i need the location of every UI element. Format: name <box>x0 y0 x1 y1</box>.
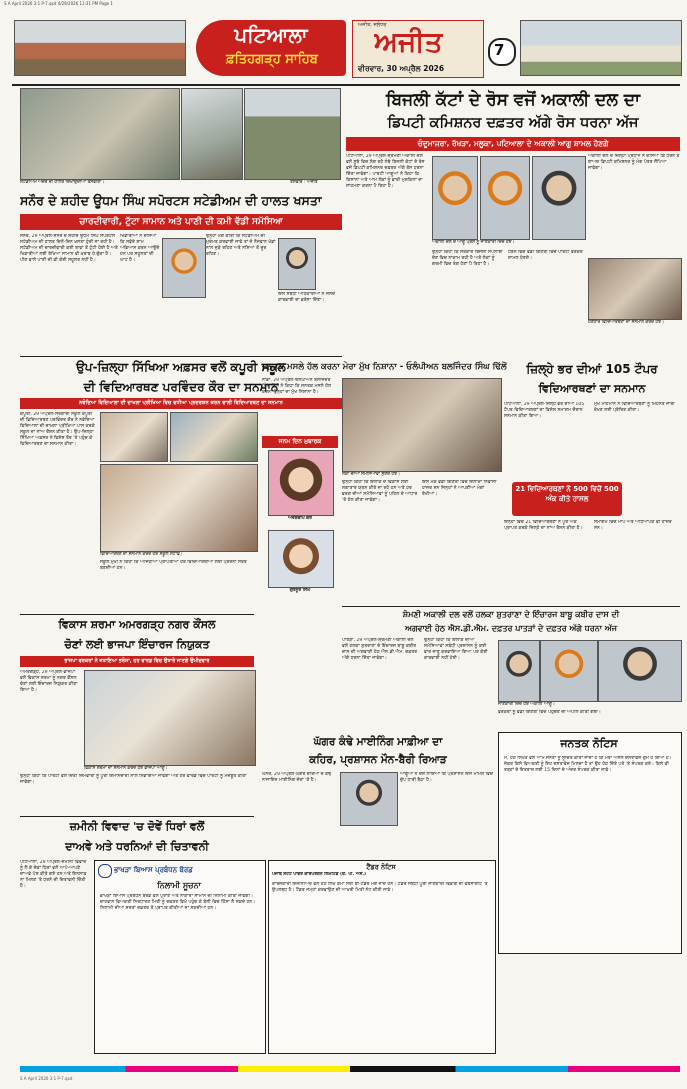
dharna-photo-caption: ਜਾਣਕਾਰੀ ਦਿੰਦੇ ਹੋਏ ਅਕਾਲੀ ਆਗੂ। <box>498 702 555 707</box>
birthday-title: ਜਨਮ ਦਿਨ ਮੁਬਾਰਕ <box>262 436 338 448</box>
birthday-photo-2 <box>268 530 334 588</box>
masthead-left-photo <box>14 20 186 76</box>
lead-portrait-3 <box>532 156 586 240</box>
lead-body-col2: ਉਨ੍ਹਾਂ ਕਿਹਾ ਕਿ ਸਰਕਾਰ ਬਿਜਲੀ ਸਪਲਾਈ ਦੇਣ ਵਿਚ ਨਾਕਾਮ ਰਹੀ ਹੈ ਅਤੇ ਲੋਕਾਂ ਨੂੰ ਗਰਮੀ ਵਿਚ ਤੰਗ ਹੋਣਾ ਪੈ ਰਿਹਾ ਹੈ। <box>432 250 503 267</box>
lead-body-col3: ਧਰਨੇ ਵਿਚ ਵੱਡੀ ਗਿਣਤੀ ਵਿਚ ਪਾਰਟੀ ਵਰਕਰ ਸ਼ਾਮਲ ਹੋਣਗੇ। <box>508 250 583 261</box>
birthday-photo-1 <box>268 450 334 516</box>
edition-date: ਵੀਰਵਾਰ, 30 ਅਪ੍ਰੈਲ 2026 <box>358 64 445 73</box>
council-body-col2: ਉਨ੍ਹਾਂ ਕਿਹਾ ਕਿ ਪਾਰਟੀ ਵਲੋਂ ਦਿੱਤੀ ਜ਼ਿੰਮੇਵਾਰੀ ਨੂੰ ਪੂਰੀ ਇਮਾਨਦਾਰੀ ਨਾਲ ਨਿਭਾਇਆ ਜਾਵੇਗਾ ਅਤੇ ਹਰ ਵਾਰਡ ਵਿਚ ਪਾਰਟੀ ਨੂੰ ਮਜ਼ਬੂਤ ਕੀਤਾ ਜਾਵੇਗਾ। <box>20 774 247 785</box>
ghaggar-body-col2: ਆਗੂਆਂ ਨੇ ਦੋਸ਼ ਲਾਇਆ ਕਿ ਪ੍ਰਸ਼ਾਸਨ ਇਸ ਮਾਮਲੇ ਵਿਚ ਚੁੱਪ ਧਾਰੀ ਬੈਠਾ ਹੈ। <box>400 772 493 783</box>
awards-body-col2: ਮੁੱਖ ਮਹਿਮਾਨ ਨੇ ਵਿਦਿਆਰਥਣਾਂ ਨੂੰ ਮਿਹਨਤ ਜਾਰੀ ਰੱਖਣ ਲਈ ਪ੍ਰੇਰਿਤ ਕੀਤਾ। <box>594 402 675 413</box>
color-bar <box>20 1066 680 1072</box>
section-rule-3 <box>342 606 680 607</box>
lead-headline-line2: ਡਿਪਟੀ ਕਮਿਸ਼ਨਰ ਦਫ਼ਤਰ ਅੱਗੇ ਰੋਸ ਧਰਨਾ ਅੱਜ <box>387 115 639 131</box>
dharna-headline-line1: ਸ਼ੋਮਣੀ ਅਕਾਲੀ ਦਲ ਵਲੋਂ ਹਲਕਾ ਸ਼ੁਤਰਾਣਾ ਦੇ ਇੰਚਾਰਜ ਬਾਬੂ ਕਬੀਰ ਦਾਸ ਦੀ <box>402 610 620 619</box>
middle-headline: ਜਨਤਕ ਮਸਲੇ ਹੱਲ ਕਰਨਾ ਮੇਰਾ ਮੁੱਖ ਨਿਸ਼ਾਨਾ - ਓਲੰਪੀਅਨ ਬਲਜਿੰਦਰ ਸਿੰਘ ਢਿੱਲੋਂ <box>262 362 507 372</box>
masthead-rule <box>12 84 680 86</box>
lead-portrait-1 <box>432 156 478 240</box>
birthday-name-1: ਅਰਸ਼ਦੀਪ ਕੌਰ <box>288 516 312 521</box>
print-slug: S A April 2026 3:1 P-7.qxd 4/29/2026 11:31 PM Page 1 <box>4 1 113 6</box>
paper-small-label: ਅਜੀਤ, ਜਲੰਧਰ <box>358 22 387 28</box>
middle-body-col1: ਨਾਭਾ, 29 ਅਪ੍ਰੈਲ-ਓਲੰਪੀਅਨ ਬਲਜਿੰਦਰ ਸਿੰਘ ਢਿੱਲੋਂ ਨੇ ਕਿਹਾ ਕਿ ਜਨਤਕ ਮਸਲੇ ਹੱਲ ਕਰਨਾ ਉਨ੍ਹਾਂ ਦਾ ਮੁੱਖ ਨਿਸ਼ਾਨਾ ਹੈ। <box>262 378 332 395</box>
awards-highlight-text: 21 ਵਿਦਿਆਰਥਣਾਂ ਨੇ 500 ਵਿਚੋਂ 500 ਅੰਕ ਕੀਤੇ ਹਾਸਲ <box>515 485 619 503</box>
dharna-portrait-1 <box>498 640 540 702</box>
stadium-body-col4: ਇਸ ਸਬੰਧੀ ਅਧਿਕਾਰੀਆਂ ਨੇ ਜਲਦ ਕਾਰਵਾਈ ਦਾ ਭਰੋਸਾ ਦਿੱਤਾ। <box>278 292 336 303</box>
council-banner: ਭਾਜਪਾ ਵਰਕਰਾਂ ਨੇ ਜਤਾਇਆ ਭਰੋਸਾ, ਹਰ ਵਾਰਡ ਵਿਚ ਉਤਾਰੇ ਜਾਣਗੇ ਉਮੀਦਵਾਰ <box>20 656 254 667</box>
birthday-name-2: ਗੁਰਨੂਰ ਸਿੰਘ <box>289 588 311 593</box>
masthead <box>0 8 687 84</box>
tender-line: ਪੰਜਾਬ ਸਟੇਟ ਪਾਵਰ ਕਾਰਪੋਰੇਸ਼ਨ ਲਿਮਟਿਡ (ਓ. ਪੀ. ਐਸ.) <box>272 872 367 877</box>
stadium-photo-caption: ਸਟੇਡੀਅਮ ਅੰਦਰ ਦੀ ਹਾਲਤ ਦਿਖਾਉਂਦੀਆਂ ਤਸਵੀਰਾਂ। <box>20 180 105 185</box>
section-rule-4 <box>20 816 254 817</box>
school-photo-1 <box>100 412 168 462</box>
school-banner: ਨਵੋਦਿਆ ਵਿਦਿਆਲਾ ਦੀ ਦਾਖ਼ਲਾ ਪ੍ਰੀਖਿਆ ਵਿਚ ਵਧੀਆ ਪ੍ਰਦਰਸ਼ਨ ਕਰਨ ਵਾਲੀ ਵਿਦਿਆਰਥਣ ਦਾ ਸਨਮਾਨ <box>20 398 342 409</box>
masthead-right-photo <box>520 20 682 76</box>
dharna-body-col3: ਵਰਕਰਾਂ ਨੂੰ ਵੱਡੀ ਗਿਣਤੀ ਵਿਚ ਪਹੁੰਚਣ ਦੀ ਅਪੀਲ ਕੀਤੀ ਗਈ। <box>498 710 601 715</box>
stadium-headline: ਸਨੌਰ ਦੇ ਸ਼ਹੀਦ ਊਧਮ ਸਿੰਘ ਸਪੋਰਟਸ ਸਟੇਡੀਅਮ ਦੀ ਹਾਲਤ ਖਸਤਾ <box>20 193 322 208</box>
lead-body-col4: ਅਕਾਲੀ ਦਲ ਦੇ ਜ਼ਿਲ੍ਹਾ ਪ੍ਰਧਾਨ ਨੇ ਦੱਸਿਆ ਕਿ ਧਰਨੇ ਤੋਂ ਬਾਅਦ ਡਿਪਟੀ ਕਮਿਸ਼ਨਰ ਨੂੰ ਮੰਗ ਪੱਤਰ ਸੌਂਪਿਆ ਜਾਵੇਗਾ। <box>588 154 680 171</box>
dharna-portrait-2 <box>540 640 598 702</box>
school-photo-2 <box>170 412 258 462</box>
awards-headline-line2: ਵਿਦਿਆਰਥਣਾਂ ਦਾ ਸਨਮਾਨ <box>538 382 646 395</box>
lead-photo-caption: ਅਕਾਲੀ ਦਲ ਦੇ ਆਗੂ ਪ੍ਰੈੱਸ ਨੂੰ ਜਾਣਕਾਰੀ ਦਿੰਦੇ ਹੋਏ। <box>432 240 515 245</box>
stadium-portrait-2 <box>278 238 316 290</box>
public-notice-body: ਮੈਂ, ਹੇਠ ਲਿਖਤ ਵਲੋਂ ਆਮ ਜਨਤਾ ਨੂੰ ਸੂਚਿਤ ਕੀਤਾ ਜਾਂਦਾ ਹੈ ਕਿ ਮੇਰਾ ਅਸਲ ਦਸਤਾਵੇਜ਼ ਗੁੰਮ ਹੋ ਗਿਆ ਹੈ। ਜੇਕਰ ਕਿਸੇ ਵਿਅਕਤੀ ਨੂੰ ਇਹ ਦਸਤਾਵੇਜ਼ ਮਿਲਦਾ ਹੈ ਤਾਂ ਉਹ ਹੇਠ ਦਿੱਤੇ ਪਤੇ 'ਤੇ ਸੰਪਰਕ ਕਰੇ। ਕਿਸੇ ਵੀ ਤਰ੍ਹਾਂ ਦੇ ਇਤਰਾਜ਼ ਲਈ 15 ਦਿਨਾਂ ਦੇ ਅੰਦਰ ਸੰਪਰਕ ਕੀਤਾ ਜਾਵੇ। <box>504 756 672 773</box>
city-name-top: ਪਟਿਆਲਾ <box>234 23 308 47</box>
ghaggar-body-col1: ਘਨੌਰ, 29 ਅਪ੍ਰੈਲ-ਘੱਗਰ ਦਰਿਆ ਦੇ ਕੰਢੇ ਨਾਜਾਇਜ਼ ਮਾਈਨਿੰਗ ਜ਼ੋਰਾਂ 'ਤੇ ਹੈ। <box>262 772 332 783</box>
ghaggar-headline-line1: ਘੱਗਰ ਕੰਢੇ ਮਾਈਨਿੰਗ ਮਾਫ਼ੀਆ ਦਾ <box>313 736 443 748</box>
bbmb-body: ਭਾਖੜਾ ਬਿਆਸ ਪ੍ਰਬੰਧਨ ਬੋਰਡ ਵਲੋਂ ਪੁਰਾਣੇ ਅਤੇ ਨਾਕਾਰਾ ਸਾਮਾਨ ਦੀ ਨਿਲਾਮੀ ਕੀਤੀ ਜਾਵੇਗੀ। ਚਾਹਵਾਨ ਵਿਅਕਤੀ ਨਿਰਧਾਰਤ ਮਿਤੀ ਨੂੰ ਦਫ਼ਤਰ ਵਿਖੇ ਪਹੁੰਚ ਕੇ ਬੋਲੀ ਵਿਚ ਹਿੱਸਾ ਲੈ ਸਕਦੇ ਹਨ। ਨਿਲਾਮੀ ਦੀਆਂ ਸ਼ਰਤਾਂ ਦਫ਼ਤਰ ਤੋਂ ਪ੍ਰਾਪਤ ਕੀਤੀਆਂ ਜਾ ਸਕਦੀਆਂ ਹਨ। <box>100 894 256 911</box>
stadium-portrait <box>162 238 206 298</box>
bbmb-title: ਨਿਲਾਮੀ ਸੂਚਨਾ <box>157 881 201 890</box>
masthead-center <box>196 20 505 76</box>
awards-body-col3: ਇਨ੍ਹਾਂ ਵਿਚੋਂ 21 ਵਿਦਿਆਰਥਣਾਂ ਨੇ ਪੂਰੇ ਅੰਕ ਪ੍ਰਾਪਤ ਕਰਕੇ ਜ਼ਿਲ੍ਹੇ ਦਾ ਨਾਂਅ ਰੌਸ਼ਨ ਕੀਤਾ ਹੈ। <box>504 520 583 531</box>
stadium-photo-2 <box>181 88 243 180</box>
land-body-col1: ਪਟਿਆਲਾ, 29 ਅਪ੍ਰੈਲ-ਜ਼ਮੀਨੀ ਵਿਵਾਦ ਨੂੰ ਲੈ ਕੇ ਦੋਵਾਂ ਧਿਰਾਂ ਵਲੋਂ ਆਪੋ-ਆਪਣੇ ਦਾਅਵੇ ਪੇਸ਼ ਕੀਤੇ ਗਏ ਹਨ ਅਤੇ ਇਨਸਾਫ਼ ਨਾ ਮਿਲਣ 'ਤੇ ਧਰਨੇ ਦੀ ਚਿਤਾਵਨੀ ਦਿੱਤੀ ਹੈ। <box>20 860 87 889</box>
stadium-body-col1: ਸਨੌਰ, 29 ਅਪ੍ਰੈਲ-ਸਨੌਰ ਦੇ ਸ਼ਹੀਦ ਊਧਮ ਸਿੰਘ ਸਪੋਰਟਸ ਸਟੇਡੀਅਮ ਦੀ ਹਾਲਤ ਦਿਨੋਂ-ਦਿਨ ਖ਼ਸਤਾ ਹੁੰਦੀ ਜਾ ਰਹੀ ਹੈ। ਸਟੇਡੀਅਮ ਦੀ ਚਾਰਦੀਵਾਰੀ ਕਈ ਥਾਵਾਂ ਤੋਂ ਟੁੱਟੀ ਹੋਈ ਹੈ ਅਤੇ ਖਿਡਾਰੀਆਂ ਲਈ ਰੱਖਿਆ ਸਾਮਾਨ ਵੀ ਖ਼ਰਾਬ ਹੋ ਚੁੱਕਾ ਹੈ। ਪੀਣ ਵਾਲੇ ਪਾਣੀ ਦੀ ਵੀ ਕੋਈ ਸਹੂਲਤ ਨਹੀਂ ਹੈ। <box>20 234 118 263</box>
ghaggar-headline-line2: ਕਹਿਰ, ਪ੍ਰਸ਼ਾਸਨ ਮੌਨ-ਬੈਰੀ ਰਿਆੜ <box>309 754 447 766</box>
dharna-body-col1: ਪਾਤੜਾਂ, 29 ਅਪ੍ਰੈਲ-ਸ਼੍ਰੋਮਣੀ ਅਕਾਲੀ ਦਲ ਵਲੋਂ ਹਲਕਾ ਸ਼ੁਤਰਾਣਾ ਦੇ ਇੰਚਾਰਜ ਬਾਬੂ ਕਬੀਰ ਦਾਸ ਦੀ ਅਗਵਾਈ ਹੇਠ ਐਸ.ਡੀ.ਐਮ. ਦਫ਼ਤਰ ਅੱਗੇ ਧਰਨਾ ਦਿੱਤਾ ਜਾਵੇਗਾ। <box>342 638 418 661</box>
stadium-body-col3: ਉਨ੍ਹਾਂ ਮੰਗ ਕੀਤੀ ਕਿ ਸਟੇਡੀਅਮ ਦੀ ਮੁਰੰਮਤ ਕਰਵਾਈ ਜਾਵੇ ਤਾਂ ਜੋ ਨੌਜਵਾਨ ਖੇਡਾਂ ਨਾਲ ਜੁੜੇ ਰਹਿਣ ਅਤੇ ਨਸ਼ਿਆਂ ਤੋਂ ਦੂਰ ਰਹਿਣ। <box>206 234 276 257</box>
page-number: 7 <box>494 41 505 59</box>
middle-body-col2: ਉਨ੍ਹਾਂ ਕਿਹਾ ਕਿ ਇਲਾਕੇ ਦੇ ਵਿਕਾਸ ਲਈ ਲਗਾਤਾਰ ਯਤਨ ਕੀਤੇ ਜਾ ਰਹੇ ਹਨ ਅਤੇ ਹਰ ਵਰਗ ਦੀਆਂ ਸਮੱਸਿਆਵਾਂ ਨੂੰ ਪਹਿਲ ਦੇ ਆਧਾਰ 'ਤੇ ਹੱਲ ਕੀਤਾ ਜਾਵੇਗਾ। <box>342 480 418 503</box>
dharna-headline-line2: ਅਗਵਾਈ ਹੇਠ ਐਸ.ਡੀ.ਐਮ. ਦਫ਼ਤਰ ਪਾਤੜਾਂ ਦੇ ਦਫ਼ਤਰ ਅੱਗੇ ਧਰਨਾ ਅੱਜ <box>405 624 617 633</box>
school-headline-line2: ਦੀ ਵਿਦਿਆਰਥਣ ਪਰਵਿੰਦਰ ਕੌਰ ਦਾ ਸਨਮਾਨ <box>83 380 279 394</box>
footer-slug: S A April 2026 3:1 P-7.qxd <box>20 1076 73 1081</box>
section-rule-2 <box>20 614 254 615</box>
school-body-col1: ਕਪੂਰੀ, 29 ਅਪ੍ਰੈਲ-ਸਰਕਾਰੀ ਸਕੂਲ ਕਪੂਰੀ ਦੀ ਵਿਦਿਆਰਥਣ ਪਰਵਿੰਦਰ ਕੌਰ ਨੇ ਨਵੋਦਿਆ ਵਿਦਿਆਲਾ ਦੀ ਦਾਖ਼ਲਾ ਪ੍ਰੀਖਿਆ ਪਾਸ ਕਰਕੇ ਸਕੂਲ ਦਾ ਨਾਂਅ ਰੌਸ਼ਨ ਕੀਤਾ ਹੈ। ਉਪ-ਜ਼ਿਲ੍ਹਾ ਸਿੱਖਿਆ ਅਫ਼ਸਰ ਨੇ ਵਿਸ਼ੇਸ਼ ਤੌਰ 'ਤੇ ਪਹੁੰਚ ਕੇ ਵਿਦਿਆਰਥਣ ਦਾ ਸਨਮਾਨ ਕੀਤਾ। <box>20 412 95 447</box>
paper-name: ਅਜੀਤ <box>374 26 443 58</box>
school-headline-line1: ਉਪ-ਜ਼ਿਲ੍ਹਾ ਸਿੱਖਿਆ ਅਫ਼ਸਰ ਵਲੋਂ ਕਪੂਰੀ ਸਕੂਲ <box>76 360 286 374</box>
school-photo-3 <box>100 464 258 552</box>
stadium-photo-1 <box>20 88 180 180</box>
stadium-body-col2: ਖਿਡਾਰੀਆਂ ਨੇ ਦੱਸਿਆ ਕਿ ਸਵੇਰੇ ਸ਼ਾਮ ਅਭਿਆਸ ਕਰਨ ਆਉਂਦੇ ਹਨ ਪਰ ਸਹੂਲਤਾਂ ਦੀ ਘਾਟ ਹੈ। <box>120 234 160 263</box>
tender-title: ਟੈਂਡਰ ਨੋਟਿਸ <box>366 863 396 871</box>
lead-headline-line1: ਬਿਜਲੀ ਕੱਟਾਂ ਦੇ ਰੋਸ ਵਜੋਂ ਅਕਾਲੀ ਦਲ ਦਾ <box>386 90 640 110</box>
council-photo <box>84 670 256 766</box>
section-rule-1 <box>20 356 342 357</box>
lead-body-col1: ਪਟਿਆਲਾ, 29 ਅਪ੍ਰੈਲ-ਸ਼੍ਰੋਮਣੀ ਅਕਾਲੀ ਦਲ ਵਲੋਂ ਸੂਬੇ ਵਿਚ ਲੱਗ ਰਹੇ ਲੰਬੇ ਬਿਜਲੀ ਕੱਟਾਂ ਦੇ ਰੋਸ ਵਜੋਂ ਡਿਪਟੀ ਕਮਿਸ਼ਨਰ ਦਫ਼ਤਰ ਅੱਗੇ ਰੋਸ ਧਰਨਾ ਦਿੱਤਾ ਜਾਵੇਗਾ। ਪਾਰਟੀ ਆਗੂਆਂ ਨੇ ਕਿਹਾ ਕਿ ਕਿਸਾਨਾਂ ਅਤੇ ਆਮ ਲੋਕਾਂ ਨੂੰ ਭਾਰੀ ਮੁਸ਼ਕਿਲਾਂ ਦਾ ਸਾਹਮਣਾ ਕਰਨਾ ਪੈ ਰਿਹਾ ਹੈ। <box>346 154 425 189</box>
council-photo-caption: ਵਿਕਾਸ ਸ਼ਰਮਾ ਦਾ ਸਨਮਾਨ ਕਰਦੇ ਹੋਏ ਭਾਜਪਾ ਆਗੂ। <box>84 766 168 771</box>
awards-headline-line1: ਜ਼ਿਲ੍ਹੇ ਭਰ ਦੀਆਂ 105 ਟੌਪਰ <box>526 362 658 376</box>
stadium-subhead: ਚਾਰਦੀਵਾਰੀ, ਟੁੱਟਾ ਸਾਮਾਨ ਅਤੇ ਪਾਣੀ ਦੀ ਕਮੀ ਵੱਡੀ ਸਮੱਸਿਆ <box>20 214 342 230</box>
land-headline-line1: ਜ਼ਮੀਨੀ ਵਿਵਾਦ 'ਚ ਦੋਵੇਂ ਧਿਰਾਂ ਵਲੋਂ <box>69 820 205 833</box>
tender-body: ਕਾਰਜਕਾਰੀ ਇੰਜੀਨੀਅਰ ਵਲੋਂ ਹੇਠ ਲਿਖੇ ਕੰਮਾਂ ਲਈ ਈ-ਟੈਂਡਰ ਮੰਗੇ ਜਾਂਦੇ ਹਨ। ਟੈਂਡਰ ਸਬੰਧੀ ਪੂਰੀ ਜਾਣਕਾਰੀ ਵਿਭਾਗ ਦੀ ਵੈੱਬਸਾਈਟ 'ਤੇ ਉਪਲਬਧ ਹੈ। ਟੈਂਡਰ ਜਮ੍ਹਾਂ ਕਰਵਾਉਣ ਦੀ ਆਖ਼ਰੀ ਮਿਤੀ ਨੋਟ ਕੀਤੀ ਜਾਵੇ। <box>272 882 488 893</box>
city-name-bottom: ਫ਼ਤਿਹਗੜ੍ਹ ਸਾਹਿਬ <box>226 52 318 67</box>
lead-banner: ਚੰਦੂਮਾਜਰਾ, ਰੱਖੜਾ, ਮਲੂਕਾ, ਪਟਿਆਲਾ ਦੇ ਅਕਾਲੀ ਆਗੂ ਸ਼ਾਮਲ ਹੋਣਗੇ <box>346 137 680 151</box>
council-headline-line2: ਚੋਣਾਂ ਲਈ ਭਾਜਪਾ ਇੰਚਾਰਜ ਨਿਯੁਕਤ <box>64 638 210 651</box>
lead-portrait-2 <box>480 156 530 240</box>
council-headline-line1: ਵਿਕਾਸ ਸ਼ਰਮਾ ਅਮਰਗੜ੍ਹ ਨਗਰ ਕੌਂਸਲ <box>58 618 216 631</box>
middle-photo-caption: ਲੋਕਾਂ ਦੀਆਂ ਸਮੱਸਿਆਵਾਂ ਸੁਣਦੇ ਹੋਏ। <box>342 472 400 477</box>
dharna-body-col2: ਉਨ੍ਹਾਂ ਕਿਹਾ ਕਿ ਇਲਾਕੇ ਦੀਆਂ ਸਮੱਸਿਆਵਾਂ ਸਬੰਧੀ ਪ੍ਰਸ਼ਾਸਨ ਨੂੰ ਕਈ ਵਾਰ ਜਾਣੂ ਕਰਵਾਇਆ ਗਿਆ ਪਰ ਕੋਈ ਕਾਰਵਾਈ ਨਹੀਂ ਹੋਈ। <box>424 638 488 661</box>
public-notice-title: ਜਨਤਕ ਨੋਟਿਸ <box>560 737 618 750</box>
awards-photo <box>588 258 682 320</box>
dharna-portrait-3 <box>598 640 682 702</box>
council-body-col1: ਅਮਰਗੜ੍ਹ, 29 ਅਪ੍ਰੈਲ-ਭਾਜਪਾ ਵਲੋਂ ਵਿਕਾਸ ਸ਼ਰਮਾ ਨੂੰ ਨਗਰ ਕੌਂਸਲ ਚੋਣਾਂ ਲਈ ਇੰਚਾਰਜ ਨਿਯੁਕਤ ਕੀਤਾ ਗਿਆ ਹੈ। <box>20 670 78 693</box>
land-headline-line2: ਦਾਅਵੇ ਅਤੇ ਧਰਨਿਆਂ ਦੀ ਚਿਤਾਵਨੀ <box>65 840 209 853</box>
school-photo-caption: ਵਿਦਿਆਰਥਣ ਦਾ ਸਨਮਾਨ ਕਰਦੇ ਹੋਏ ਸਕੂਲ ਸਟਾਫ਼। <box>100 552 183 557</box>
awards-photo-caption: ਹੋਣਹਾਰ ਵਿਦਿਆਰਥਣਾਂ ਦਾ ਸਨਮਾਨ ਕਰਦੇ ਹੋਏ। <box>588 320 664 325</box>
middle-photo <box>342 378 502 472</box>
stadium-photo-3 <box>244 88 341 180</box>
stadium-photo-credit: ਤਸਵੀਰ : ਅਜੀਤ <box>290 180 318 185</box>
bbmb-logo <box>98 864 112 878</box>
school-body-col2: ਸਕੂਲ ਮੁਖੀ ਨੇ ਕਿਹਾ ਕਿ ਅਜਿਹੀਆਂ ਪ੍ਰਾਪਤੀਆਂ ਹੋਰ ਵਿਦਿਆਰਥੀਆਂ ਲਈ ਪ੍ਰੇਰਨਾ ਸਰੋਤ ਬਣਦੀਆਂ ਹਨ। <box>100 560 247 571</box>
ghaggar-portrait <box>340 772 398 826</box>
awards-body-col4: ਸਮਾਗਮ ਵਿਚ ਮਾਪੇ ਅਤੇ ਅਧਿਆਪਕ ਵੀ ਹਾਜ਼ਰ ਸਨ। <box>594 520 672 531</box>
bbmb-header: ਭਾਖੜਾ ਬਿਆਸ ਪ੍ਰਬੰਧਨ ਬੋਰਡ <box>114 866 193 874</box>
middle-body-col3: ਇਸ ਮੌਕੇ ਵੱਡੀ ਗਿਣਤੀ ਵਿਚ ਇਲਾਕਾ ਨਿਵਾਸੀ ਹਾਜ਼ਰ ਸਨ ਜਿਨ੍ਹਾਂ ਨੇ ਆਪਣੀਆਂ ਮੰਗਾਂ ਰੱਖੀਆਂ। <box>422 480 497 497</box>
awards-body-col1: ਪਟਿਆਲਾ, 29 ਅਪ੍ਰੈਲ-ਜ਼ਿਲ੍ਹੇ ਭਰ ਦੀਆਂ 105 ਟੌਪਰ ਵਿਦਿਆਰਥਣਾਂ ਦਾ ਵਿਸ਼ੇਸ਼ ਸਮਾਗਮ ਦੌਰਾਨ ਸਨਮਾਨ ਕੀਤਾ ਗਿਆ। <box>504 402 585 419</box>
